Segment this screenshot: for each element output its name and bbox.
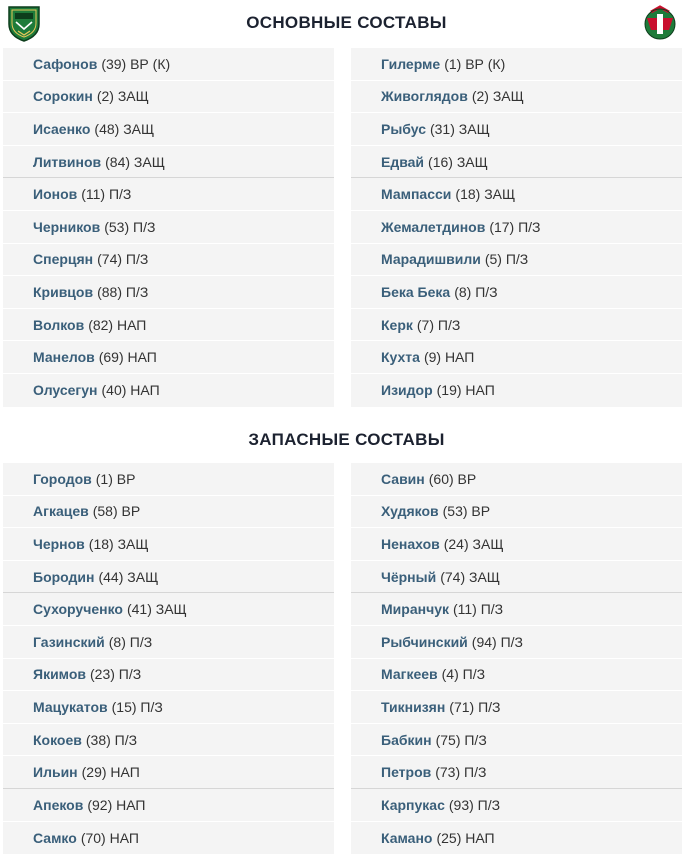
player-number-position: (5) П/З: [484, 251, 529, 268]
player-number-position: (2) ЗАЩ: [96, 88, 149, 105]
player-name[interactable]: Чёрный: [381, 568, 437, 585]
player-name[interactable]: Камано: [381, 829, 433, 846]
player-number-position: (60) ВР: [428, 470, 477, 487]
player-name[interactable]: Ненахов: [381, 535, 440, 552]
player-row: [351, 341, 682, 374]
player-row: [3, 691, 334, 724]
lineup-header: [0, 0, 693, 48]
player-row: [351, 822, 682, 855]
player-name[interactable]: Газинский: [33, 633, 105, 650]
player-row: [351, 463, 682, 496]
player-row: [3, 756, 334, 789]
player-name[interactable]: Рыбус: [381, 120, 426, 137]
player-name[interactable]: Волков: [33, 316, 85, 333]
player-row: [3, 822, 334, 855]
player-number-position: (38) П/З: [85, 731, 138, 748]
substitutes-away: [351, 463, 682, 854]
player-name[interactable]: Карпукас: [381, 796, 445, 813]
player-row: [351, 756, 682, 789]
player-name[interactable]: Савин: [381, 470, 425, 487]
player-number-position: (82) НАП: [88, 316, 147, 333]
player-row: [3, 276, 334, 309]
player-row: [3, 593, 334, 626]
player-row: [3, 146, 334, 179]
player-row: [3, 178, 334, 211]
player-name[interactable]: Петров: [381, 764, 432, 781]
player-number-position: (53) ВР: [442, 503, 491, 520]
player-row: [3, 113, 334, 146]
player-number-position: (53) П/З: [104, 218, 156, 235]
player-number-position: (18) ЗАЩ: [88, 535, 149, 552]
player-number-position: (92) НАП: [87, 796, 146, 813]
player-number-position: (39) ВР (К): [101, 55, 171, 72]
player-row: [351, 276, 682, 309]
player-row: [351, 561, 682, 594]
player-row: [3, 341, 334, 374]
player-name[interactable]: Сорокин: [33, 88, 93, 105]
player-row: [3, 561, 334, 594]
player-row: [3, 659, 334, 692]
player-name[interactable]: Ионов: [33, 186, 78, 203]
player-name[interactable]: Чернов: [33, 535, 85, 552]
player-name[interactable]: Литвинов: [33, 153, 102, 170]
lokomotiv-logo-icon: [642, 4, 678, 42]
player-row: [3, 374, 334, 407]
player-row: [351, 374, 682, 407]
player-name[interactable]: Худяков: [381, 503, 439, 520]
player-number-position: (44) ЗАЩ: [98, 568, 159, 585]
player-number-position: (8) П/З: [108, 633, 153, 650]
player-row: [351, 724, 682, 757]
player-name[interactable]: Бородин: [33, 568, 95, 585]
player-name[interactable]: Живоглядов: [381, 88, 468, 105]
player-row: [351, 691, 682, 724]
player-number-position: (73) П/З: [435, 764, 487, 781]
player-number-position: (18) ЗАЩ: [455, 186, 516, 203]
player-row: [3, 724, 334, 757]
player-row: [351, 113, 682, 146]
player-number-position: (75) П/З: [435, 731, 487, 748]
player-row: [3, 81, 334, 114]
main-lineup-home: [3, 48, 334, 407]
player-row: [351, 48, 682, 81]
player-row: [351, 81, 682, 114]
player-name[interactable]: Мампасси: [381, 186, 452, 203]
player-row: [351, 626, 682, 659]
player-name[interactable]: Кривцов: [33, 283, 94, 300]
player-name[interactable]: Апеков: [33, 796, 84, 813]
player-row: [3, 463, 334, 496]
player-number-position: (8) П/З: [454, 283, 498, 300]
player-name[interactable]: Сперцян: [33, 251, 94, 268]
player-name[interactable]: Черников: [33, 218, 101, 235]
player-name[interactable]: Кухта: [381, 349, 420, 366]
player-name[interactable]: Миранчук: [381, 601, 449, 618]
player-number-position: (31) ЗАЩ: [429, 120, 490, 137]
player-number-position: (70) НАП: [80, 829, 139, 846]
player-name[interactable]: Сухорученко: [33, 601, 123, 618]
player-number-position: (1) ВР (К): [444, 55, 506, 72]
player-number-position: (48) ЗАЩ: [94, 120, 155, 137]
player-name[interactable]: Кокоев: [33, 731, 82, 748]
player-number-position: (93) П/З: [448, 796, 501, 813]
player-row: [3, 211, 334, 244]
player-name[interactable]: Манелов: [33, 349, 95, 366]
player-row: [3, 244, 334, 277]
player-row: [3, 528, 334, 561]
player-number-position: (16) ЗАЩ: [428, 153, 488, 170]
player-name[interactable]: Гилерме: [381, 55, 441, 72]
player-number-position: (41) ЗАЩ: [126, 601, 187, 618]
player-row: [351, 789, 682, 822]
player-name[interactable]: Тикнизян: [381, 698, 446, 715]
player-name[interactable]: Рыбчинский: [381, 633, 468, 650]
main-lineups-title: ОСНОВНЫЕ СОСТАВЫ: [246, 13, 447, 32]
player-number-position: (4) П/З: [441, 666, 486, 683]
player-row: [3, 789, 334, 822]
player-name[interactable]: Олусегун: [33, 382, 98, 399]
player-name[interactable]: Мацукатов: [33, 698, 108, 715]
player-number-position: (84) ЗАЩ: [105, 153, 165, 170]
player-number-position: (71) П/З: [449, 698, 501, 715]
player-number-position: (2) ЗАЩ: [471, 88, 524, 105]
player-number-position: (24) ЗАЩ: [443, 535, 504, 552]
player-name[interactable]: Изидор: [381, 382, 433, 399]
player-row: [351, 528, 682, 561]
player-row: [3, 48, 334, 81]
player-name[interactable]: Магкеев: [381, 666, 438, 683]
player-row: [351, 659, 682, 692]
player-number-position: (40) НАП: [101, 382, 160, 399]
player-number-position: (15) П/З: [111, 698, 163, 715]
player-number-position: (7) П/З: [416, 316, 461, 333]
player-row: [3, 626, 334, 659]
player-name[interactable]: Керк: [381, 316, 413, 333]
player-number-position: (17) П/З: [489, 218, 541, 235]
main-lineup-away: [351, 48, 682, 407]
player-name[interactable]: Марадишвили: [381, 251, 481, 268]
player-number-position: (11) П/З: [452, 601, 504, 618]
player-number-position: (69) НАП: [98, 349, 157, 366]
player-number-position: (74) П/З: [97, 251, 149, 268]
player-row: [351, 309, 682, 342]
player-name[interactable]: Исаенко: [33, 120, 91, 137]
player-number-position: (25) НАП: [436, 829, 495, 846]
player-number-position: (1) ВР: [95, 470, 136, 487]
player-number-position: (74) ЗАЩ: [440, 568, 500, 585]
player-row: [3, 496, 334, 529]
player-name[interactable]: Едвай: [381, 153, 425, 170]
substitutes-home: [3, 463, 334, 854]
player-number-position: (88) П/З: [97, 283, 149, 300]
player-row: [351, 244, 682, 277]
player-row: [351, 593, 682, 626]
player-row: [351, 211, 682, 244]
player-name[interactable]: Городов: [33, 470, 92, 487]
player-name[interactable]: Агкацев: [33, 503, 89, 520]
player-number-position: (19) НАП: [436, 382, 495, 399]
player-name[interactable]: Сафонов: [33, 55, 98, 72]
player-name[interactable]: Бабкин: [381, 731, 432, 748]
player-number-position: (29) НАП: [81, 764, 140, 781]
player-number-position: (9) НАП: [423, 349, 475, 366]
player-row: [3, 309, 334, 342]
player-name[interactable]: Якимов: [33, 666, 87, 683]
player-name[interactable]: Ильин: [33, 764, 78, 781]
player-number-position: (58) ВР: [92, 503, 141, 520]
player-name[interactable]: Самко: [33, 829, 77, 846]
player-row: [351, 146, 682, 179]
player-row: [351, 178, 682, 211]
player-number-position: (94) П/З: [471, 633, 523, 650]
player-name[interactable]: Бека Бека: [381, 283, 451, 300]
substitutes-title: ЗАПАСНЫЕ СОСТАВЫ: [248, 430, 445, 449]
player-number-position: (23) П/З: [90, 666, 142, 683]
player-row: [351, 496, 682, 529]
player-number-position: (11) П/З: [81, 186, 132, 203]
player-name[interactable]: Жемалетдинов: [381, 218, 486, 235]
